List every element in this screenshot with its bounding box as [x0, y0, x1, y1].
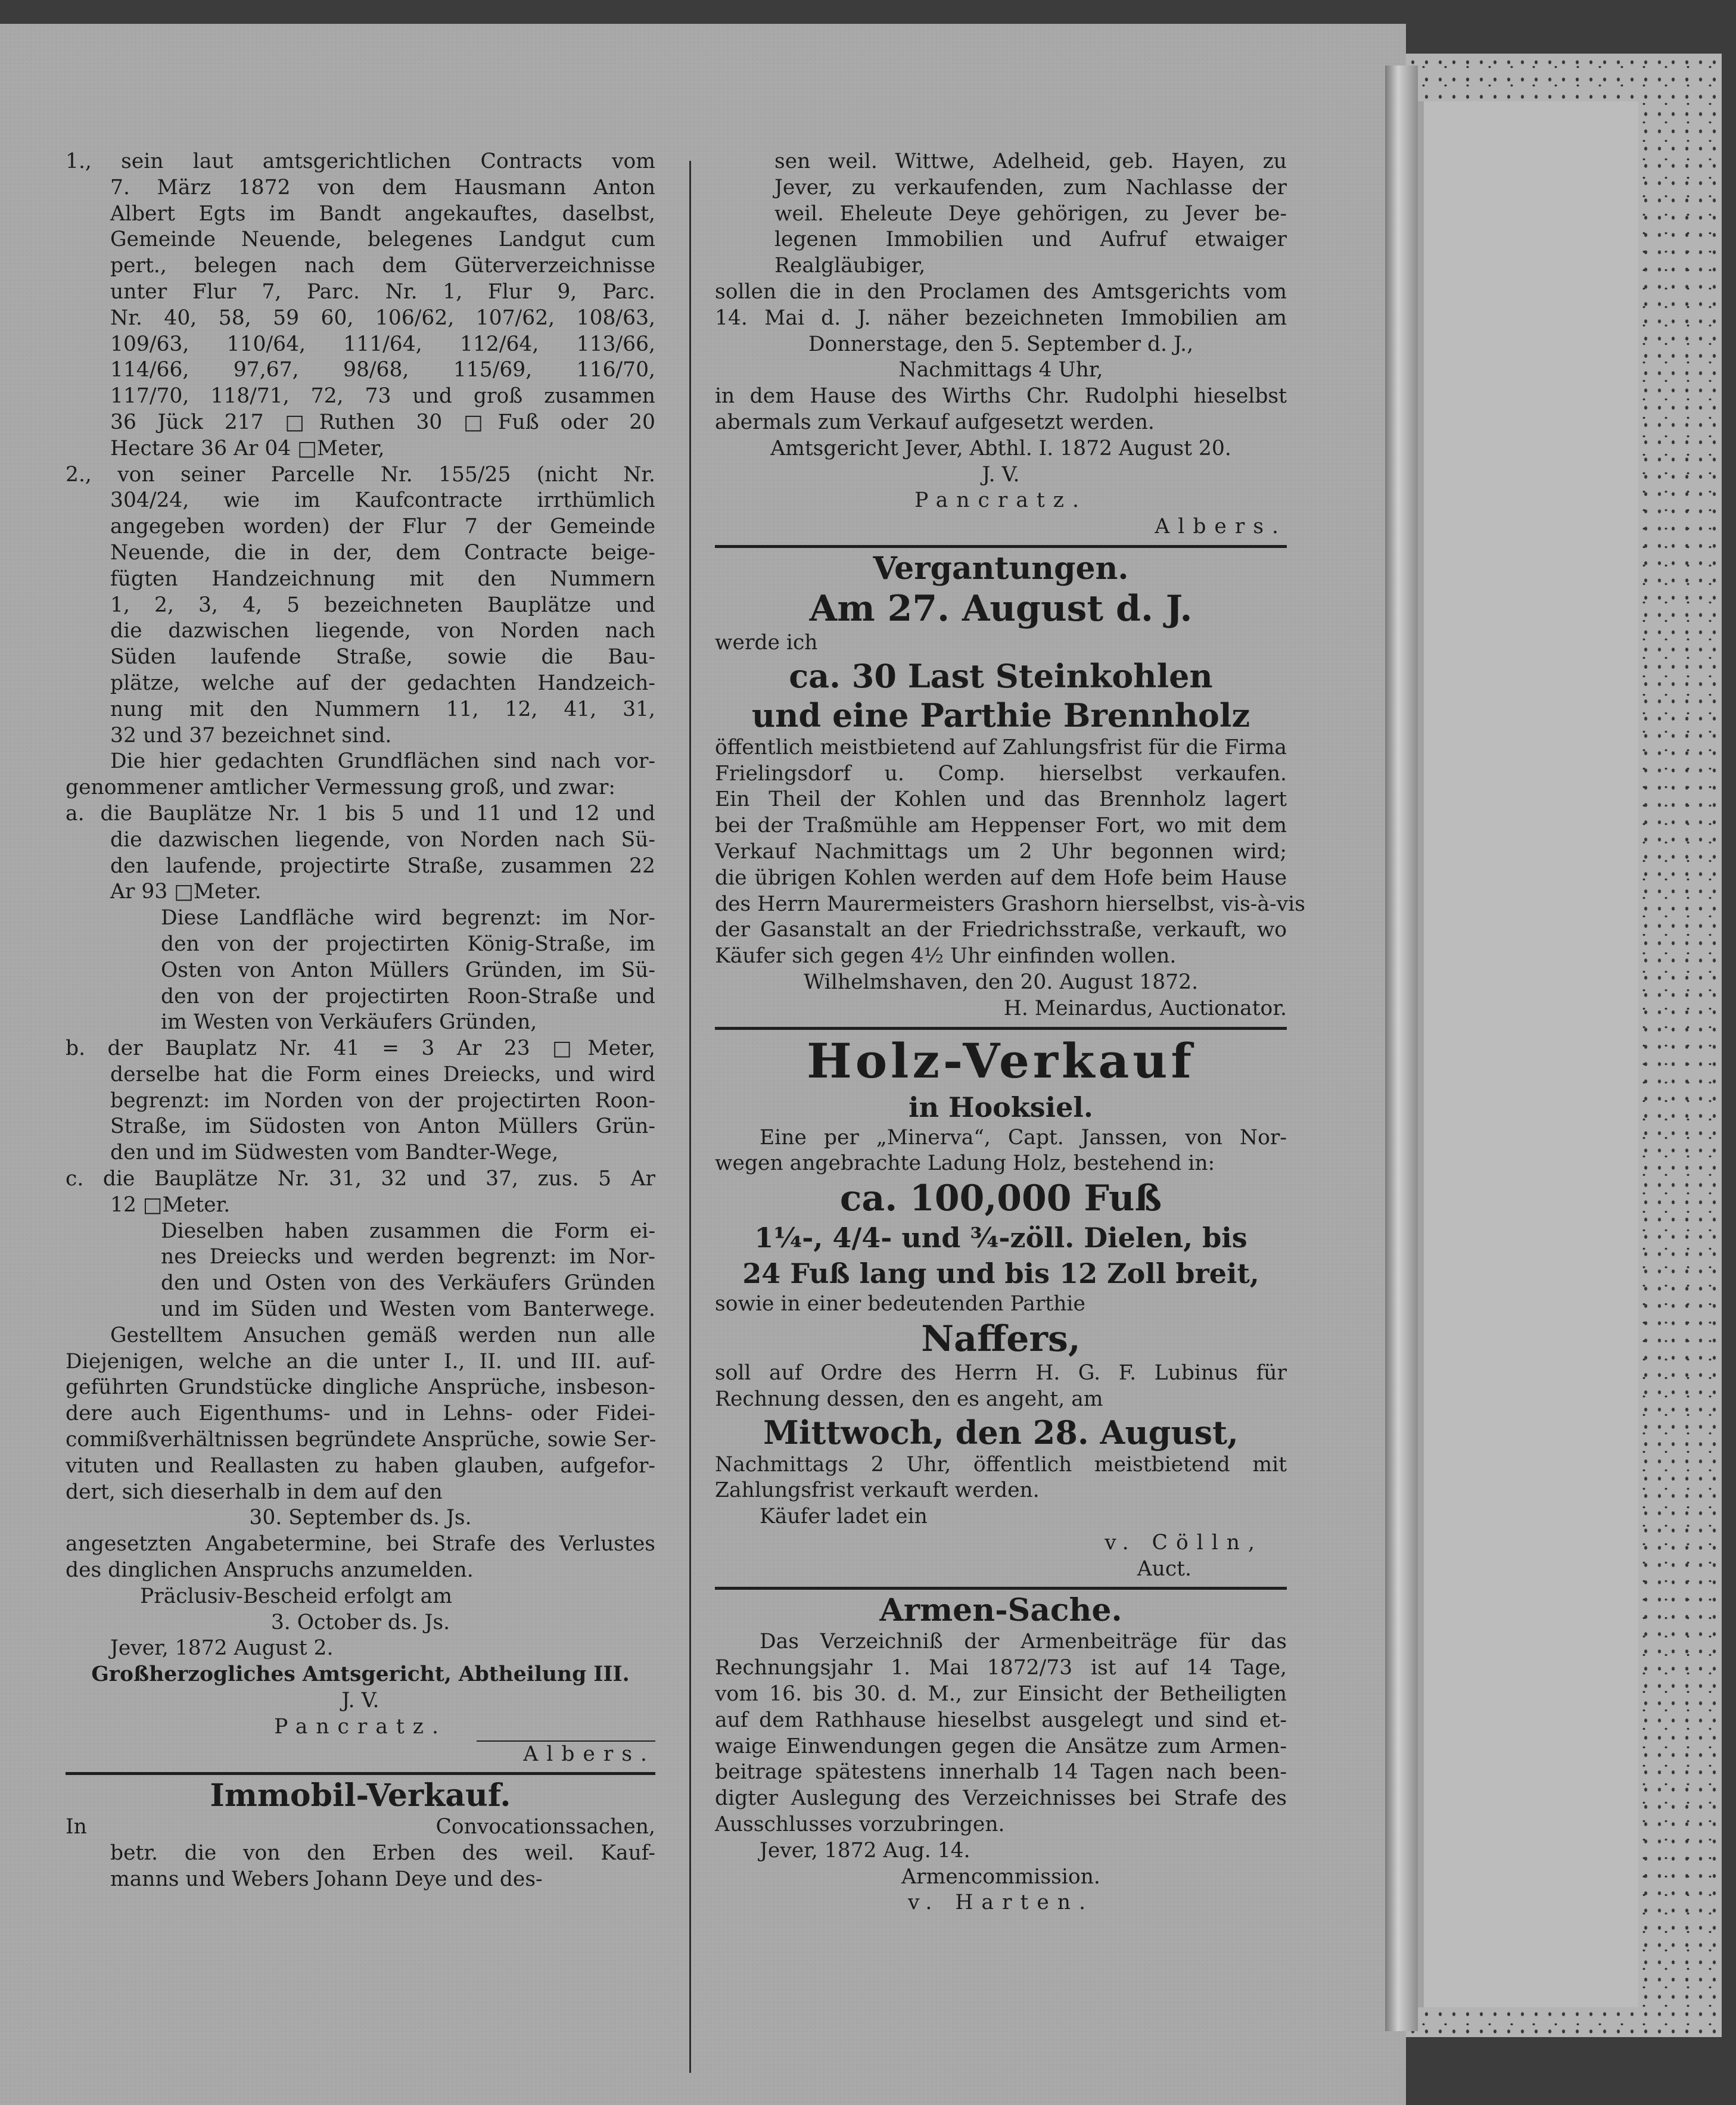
court-name: Großherzogliches Amtsgericht, Abtheilung III.	[91, 1662, 630, 1687]
l-adesc-line: im Westen von Verkäufers Gründen,	[161, 1010, 537, 1035]
r-coal-line: der Gasanstalt an der Friedrichsstraße, verkauft, wo	[715, 918, 1287, 942]
l-item2-line: 1, 2, 3, 4, 5 bezeichneten Bauplätze und	[110, 593, 655, 617]
r-coal-line: Ein Theil der Kohlen und das Brennholz lagert	[715, 787, 1287, 812]
court-jever: Amtsgericht Jever, Abthl. I. 1872 August 20.	[770, 436, 1231, 460]
r-holz2-line: Rechnung dessen, den es angeht, am	[715, 1387, 1103, 1411]
coal-signature: H. Meinardus, Auctionator.	[1003, 996, 1287, 1020]
r-immobil-line: sen weil. Wittwe, Adelheid, geb. Hayen, zu	[774, 150, 1287, 173]
immobil-block	[66, 1814, 655, 1892]
armen-heading: Armen-Sache.	[879, 1592, 1122, 1629]
holz-text-3: Zahlungsfrist verkauft werden.	[715, 1478, 1040, 1503]
l-a-line: den laufende, projectirte Straße, zusammen 22	[110, 854, 655, 878]
l-item2-line: fügten Handzeichnung mit den Nummern	[110, 566, 655, 591]
r-armen-line: Ausschlusses vorzubringen.	[715, 1813, 1005, 1837]
signature-albers: Albers.	[523, 1742, 655, 1766]
l-call2-line: angesetzten Angabetermine, bei Strafe des Verlustes	[66, 1532, 655, 1556]
section-rule	[715, 1587, 1287, 1590]
r-immobil-line: weil. Eheleute Deye gehörigen, zu Jever be-	[774, 201, 1287, 226]
signature-pancratz-right: Pancratz.	[914, 488, 1087, 513]
place-date: Jever, 1872 August 2.	[110, 1636, 334, 1661]
l-item1-line: 117/70, 118/71, 72, 73 und groß zusammen	[110, 384, 655, 409]
immobil-continuation	[715, 149, 1287, 279]
l-call-line: Diejenigen, welche an die unter I., II. und III. auf-	[66, 1349, 655, 1374]
r-armen-line: Das Verzeichniß der Armenbeiträge für das	[760, 1630, 1287, 1654]
l-item2-line: plätze, welche auf der gedachten Handzeich-	[110, 671, 655, 695]
column-divider	[689, 161, 691, 2073]
l-b-line: den und im Südwesten vom Bandter-Wege,	[110, 1141, 559, 1165]
l-immobil-line: In Convocationssachen,	[66, 1815, 655, 1839]
r-sale2-line: in dem Hause des Wirths Chr. Rudolphi hieselbst	[715, 384, 1287, 409]
l-item2-line: nung mit den Nummern 11, 12, 41, 31,	[110, 697, 655, 721]
vergantungen-heading: Vergantungen.	[873, 550, 1129, 587]
praeclusiv-date: 3. October ds. Js.	[270, 1610, 450, 1634]
r-immobil-line: Jever, zu verkaufenden, zum Nachlasse der	[774, 175, 1287, 200]
r-coal-line: Käufer sich gegen 4½ Uhr einfinden wollen.	[715, 944, 1177, 969]
l-item1-line: unter Flur 7, Parc. Nr. 1, Flur 9, Parc.	[110, 279, 655, 304]
l-b-line: Straße, im Südosten von Anton Müllers Grün-	[110, 1114, 655, 1139]
l-call-line: commißverhältnissen begründete Ansprüche, sowie Ser-	[66, 1428, 657, 1452]
l-adesc-line: den von der projectirten König-Straße, im	[161, 932, 655, 956]
r-armen-line: vom 16. bis 30. d. M., zur Einsicht der Betheiligten	[715, 1682, 1287, 1707]
holz-item: Naffers,	[921, 1318, 1081, 1360]
l-a-line: Ar 93 □Meter.	[110, 880, 262, 904]
l-call-line: dert, sich dieserhalb in dem auf den	[66, 1480, 443, 1504]
armen-place-date: Jever, 1872 Aug. 14.	[760, 1838, 970, 1863]
call-block-2	[66, 1531, 655, 1584]
coal-text	[715, 735, 1305, 970]
r-sale-line: sollen die in den Proclamen des Amtsgerichts vom	[715, 279, 1287, 304]
holz-spec-2: 24 Fuß lang und bis 12 Zoll breit,	[742, 1257, 1259, 1290]
l-call2-line: des dinglichen Anspruchs anzumelden.	[66, 1558, 474, 1583]
holz-time: Nachmittags 2 Uhr, öffentlich meistbietend mit	[715, 1452, 1287, 1477]
l-b-line: b. der Bauplatz Nr. 41 = 3 Ar 23 □Meter,	[66, 1036, 655, 1061]
holz-heading: Holz-Verkauf	[807, 1032, 1195, 1089]
right-column	[715, 149, 1305, 1916]
r-holz2-line: soll auf Ordre des Herrn H. G. F. Lubinus für	[715, 1360, 1287, 1385]
l-item1-line: 7. März 1872 von dem Hausmann Anton	[110, 175, 655, 200]
l-call-line: geführten Grundstücke dingliche Ansprüche, insbeson-	[66, 1375, 655, 1400]
r-armen-line: waige Einwendungen gegen die Ansätze zum Armen-	[715, 1734, 1287, 1758]
l-item2-line: angegeben worden) der Flur 7 der Gemeinde	[110, 515, 655, 539]
iv-note: J. V.	[341, 1689, 379, 1713]
sale-block-2	[715, 384, 1287, 436]
l-immobil-line: betr. die von den Erben des weil. Kauf-	[110, 1841, 655, 1866]
holz-amount: ca. 100,000 Fuß	[839, 1178, 1162, 1220]
holz-signature-2: Auct.	[1137, 1556, 1191, 1581]
armen-text	[715, 1629, 1287, 1838]
l-call-line: dere auch Eigenthums- und in Lehns- oder Fidei-	[66, 1402, 655, 1426]
book-edge-inner	[1418, 101, 1638, 2007]
l-item2-line: Neuende, die in der, dem Contracte beige-	[110, 540, 655, 565]
r-coal-line: Frielingsdorf u. Comp. hierselbst verkaufen.	[715, 761, 1287, 786]
holz-subheading: in Hooksiel.	[909, 1091, 1093, 1123]
l-call-line: vituten und Reallasten zu haben glauben, aufgefor-	[66, 1453, 655, 1478]
l-item1-line: 1., sein laut amtsgerichtlichen Contracts vom	[66, 150, 655, 173]
l-item1-line: Hectare 36 Ar 04 □Meter,	[110, 436, 385, 460]
holz-text-2	[715, 1360, 1287, 1413]
l-c-line: c. die Bauplätze Nr. 31, 32 und 37, zus. 5 Ar	[66, 1167, 655, 1191]
signature-pancratz: Pancratz.	[274, 1714, 447, 1739]
r-coal-line: bei der Traßmühle am Heppenser Fort, wo mit dem	[715, 814, 1287, 838]
r-armen-line: digter Auslegung des Verzeichnisses bei Strafe des	[715, 1786, 1287, 1811]
l-c-line: 12 □Meter.	[110, 1192, 231, 1217]
item-a-description	[66, 905, 655, 1036]
l-item2-line: die dazwischen liegende, von Norden nach	[110, 619, 655, 643]
l-call-line: Gestelltem Ansuchen gemäß werden nun alle	[110, 1323, 655, 1347]
coal-heading-1: ca. 30 Last Steinkohlen	[789, 656, 1213, 695]
l-item1-line: 109/63, 110/64, 111/64, 112/64, 113/66,	[110, 332, 655, 356]
r-sale2-line: abermals zum Verkauf aufgesetzt werden.	[715, 410, 1155, 434]
page-gutter	[1385, 66, 1418, 2031]
r-coal-line: Verkauf Nachmittags um 2 Uhr begonnen wird;	[715, 839, 1287, 864]
call-block	[66, 1323, 655, 1506]
r-immobil-line: Realgläubiger,	[774, 254, 926, 278]
praeclusiv-text: Präclusiv-Bescheid erfolgt am	[140, 1584, 452, 1608]
l-adesc-line: den von der projectirten Roon-Straße und	[161, 984, 655, 1008]
l-cdesc-line: und im Süden und Westen vom Banterwege.	[161, 1297, 655, 1322]
l-immobil-line: manns und Webers Johann Deye und des-	[110, 1867, 543, 1891]
immobil-heading: Immobil-Verkauf.	[210, 1777, 511, 1814]
r-armen-line: Rechnungsjahr 1. Mai 1872/73 ist auf 14 Tage,	[715, 1656, 1287, 1680]
section-rule	[715, 545, 1287, 548]
holz-signature-1: v. Cölln,	[1105, 1530, 1263, 1555]
section-rule	[66, 1772, 655, 1775]
r-armen-line: auf dem Rathhause hieselbst ausgelegt und sind et-	[715, 1708, 1287, 1732]
section-rule	[715, 1027, 1287, 1030]
r-holz-line: wegen angebrachte Ladung Holz, bestehend in:	[715, 1151, 1215, 1176]
r-immobil-line: legenen Immobilien und Aufruf etwaiger	[774, 228, 1287, 252]
werde-ich: werde ich	[715, 630, 818, 655]
coal-place-date: Wilhelmshaven, den 20. August 1872.	[803, 970, 1199, 994]
holz-date: Mittwoch, den 28. August,	[763, 1413, 1239, 1452]
item-1-block	[66, 149, 655, 462]
l-item1-line: 114/66, 97,67, 98/68, 115/69, 116/70,	[110, 358, 655, 382]
item-c-description	[66, 1219, 655, 1323]
l-a-line: die dazwischen liegende, von Norden nach Sü-	[110, 827, 655, 852]
holz-invite: Käufer ladet ein	[760, 1505, 928, 1529]
r-coal-line: öffentlich meistbietend auf Zahlungsfrist für die Firma	[715, 735, 1287, 759]
l-cdesc-line: Dieselben haben zusammen die Form ei-	[161, 1219, 655, 1243]
left-column	[66, 149, 655, 1893]
l-adesc-line: Osten von Anton Müllers Gründen, im Sü-	[161, 958, 655, 982]
l-item2-line: 2., von seiner Parcelle Nr. 155/25 (nicht Nr.	[66, 462, 655, 487]
l-intro-line: Die hier gedachten Grundflächen sind nach vor-	[110, 749, 655, 774]
sale-time: Nachmittags 4 Uhr,	[898, 358, 1103, 382]
holz-text	[715, 1125, 1287, 1178]
l-adesc-line: Diese Landfläche wird begrenzt: im Nor-	[161, 906, 655, 930]
intro-block	[66, 749, 655, 801]
iv-note-right: J. V.	[982, 462, 1020, 487]
r-coal-line: die übrigen Kohlen werden auf dem Hofe beim Hause	[715, 865, 1287, 890]
item-c-block	[66, 1166, 655, 1219]
sale-date: Donnerstage, den 5. September d. J.,	[808, 332, 1194, 356]
l-b-line: derselbe hat die Form eines Dreiecks, und wird	[110, 1062, 655, 1086]
armen-commission: Armencommission.	[901, 1864, 1100, 1889]
l-intro-line: genommener amtlicher Vermessung groß, und zwar:	[66, 776, 615, 800]
l-a-line: a. die Bauplätze Nr. 1 bis 5 und 11 und 12 und	[66, 801, 655, 826]
l-b-line: begrenzt: im Norden von der projectirten Roon-	[110, 1088, 655, 1113]
item-2-block	[66, 462, 655, 749]
signature-albers-right: Albers.	[1155, 515, 1287, 539]
r-holz-line: Eine per „Minerva“, Capt. Janssen, von Nor-	[760, 1125, 1287, 1150]
l-item2-line: 32 und 37 bezeichnet sind.	[110, 723, 392, 748]
l-item1-line: pert., belegen nach dem Güterverzeichnisse	[110, 254, 655, 278]
l-item2-line: 304/24, wie im Kaufcontracte irrthümlich	[110, 488, 655, 513]
l-item1-line: Albert Egts im Bandt angekauftes, daselbst,	[110, 201, 655, 226]
l-item1-line: Gemeinde Neuende, belegenes Landgut cum	[110, 228, 655, 252]
item-b-block	[66, 1036, 655, 1166]
sale-block	[715, 279, 1287, 332]
coal-heading-2: und eine Parthie Brennholz	[751, 696, 1250, 734]
holz-spec-1: 1¼-, 4/4- und ¾-zöll. Dielen, bis	[754, 1222, 1247, 1254]
l-cdesc-line: nes Dreiecks und werden begrenzt: im Nor-	[161, 1245, 655, 1269]
l-cdesc-line: den und Osten von des Verkäufers Gründen	[161, 1271, 655, 1296]
l-item1-line: 36 Jück 217 □Ruthen 30 □Fuß oder 20	[110, 410, 655, 434]
item-a-block	[66, 801, 655, 905]
holz-spec-3: sowie in einer bedeutenden Parthie	[715, 1292, 1085, 1316]
deadline-date: 30. September ds. Js.	[249, 1506, 472, 1530]
l-item1-line: Nr. 40, 58, 59 60, 106/62, 107/62, 108/63,	[110, 306, 655, 330]
r-armen-line: beitrage spätestens innerhalb 14 Tagen nach been-	[715, 1760, 1287, 1785]
r-sale-line: 14. Mai d. J. näher bezeichneten Immobilien am	[715, 306, 1287, 330]
l-item2-line: Süden laufende Straße, sowie die Bau-	[110, 645, 655, 670]
r-coal-line: des Herrn Maurermeisters Grashorn hierselbst, vis-à-vis	[715, 892, 1305, 916]
auction-date: Am 27. August d. J.	[809, 587, 1193, 630]
armen-signature: v. Harten.	[908, 1891, 1094, 1915]
